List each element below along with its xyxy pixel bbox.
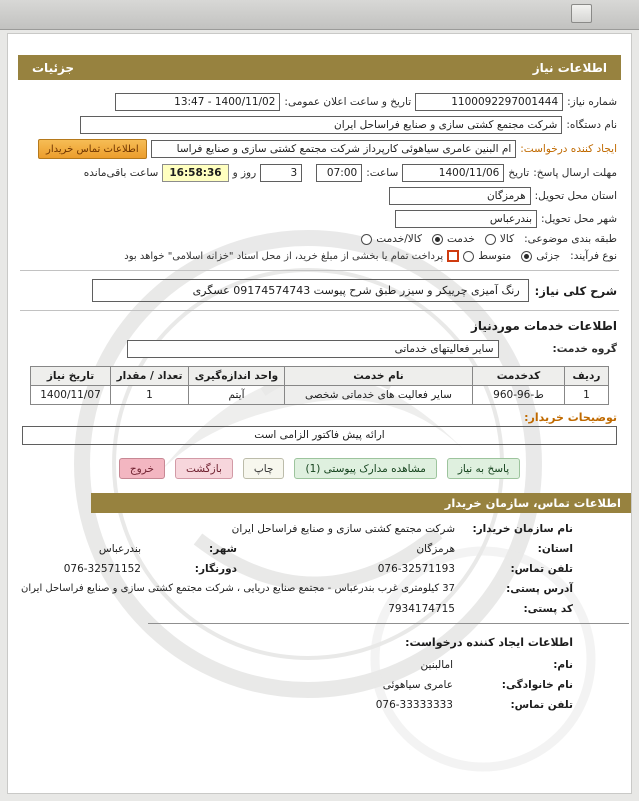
classification-radio-goods-service[interactable] bbox=[361, 234, 372, 245]
subject-classification-label: طبقه بندی موضوعی: bbox=[524, 233, 617, 245]
announce-datetime-label: تاریخ و ساعت اعلان عمومی: bbox=[284, 96, 412, 108]
request-creator-section-title: اطلاعات ایجاد کننده درخواست: bbox=[405, 636, 573, 649]
view-attachments-button[interactable]: مشاهده مدارک پیوستی (1) bbox=[294, 458, 436, 479]
buyer-note-label: توضیحات خریدار: bbox=[524, 411, 617, 424]
buyer-address-value: 37 کیلومتری غرب بندرعباس - مجتمع صنایع دریایی ، شرکت مجتمع کشتی سازی و صنایع فراساحل ایران bbox=[21, 583, 455, 594]
action-buttons-row bbox=[8, 458, 631, 479]
buyer-city-value: بندرعباس bbox=[98, 543, 141, 555]
deadline-time-field[interactable]: 07:00 bbox=[316, 164, 362, 182]
classification-option-goods-service-label: کالا/خدمت bbox=[376, 233, 422, 245]
remaining-time-label: ساعت باقی‌مانده bbox=[83, 167, 159, 179]
delivery-city-field[interactable]: بندرعباس bbox=[395, 210, 537, 228]
window-titlebar bbox=[0, 0, 639, 30]
buyer-province-label: استان: bbox=[537, 543, 573, 555]
need-description-field[interactable]: رنگ آمیزی چرییکر و سیزر طبق شرح پیوست 09174574743 عسگری bbox=[92, 279, 529, 302]
classification-option-goods[interactable] bbox=[485, 233, 514, 245]
organization-row bbox=[38, 116, 617, 134]
cell-service-name: سایر فعالیت های خدماتی شخصی bbox=[285, 386, 473, 405]
creator-phone-label: تلفن تماس: bbox=[510, 699, 573, 711]
cell-service-code: ط-96-960 bbox=[473, 386, 565, 405]
creator-last-name-label: نام خانوادگی: bbox=[501, 679, 573, 691]
need-description-row bbox=[8, 279, 631, 302]
section-divider bbox=[20, 310, 619, 311]
response-deadline-row bbox=[38, 164, 617, 182]
classification-option-service[interactable] bbox=[432, 233, 475, 245]
services-table-header-row bbox=[31, 367, 609, 386]
process-option-medium-label: متوسط bbox=[478, 250, 512, 262]
col-header-service-name: نام خدمت bbox=[285, 367, 473, 386]
page-content bbox=[8, 55, 631, 729]
section-divider bbox=[20, 270, 619, 271]
deadline-date-label: تاریخ bbox=[508, 167, 530, 179]
creator-phone-value: 076-33333333 bbox=[375, 699, 453, 711]
need-number-field[interactable]: 1100092297001444 bbox=[415, 93, 563, 111]
delivery-province-label: استان محل تحویل: bbox=[534, 190, 617, 202]
buyer-contact-info-button[interactable]: اطلاعات تماس خریدار bbox=[38, 139, 147, 159]
service-group-field[interactable]: سایر فعالیتهای خدماتی bbox=[127, 340, 499, 358]
process-radio-medium[interactable] bbox=[463, 251, 474, 262]
need-description-label: شرح کلی نیاز: bbox=[534, 283, 617, 298]
creator-first-name-label: نام: bbox=[553, 659, 573, 671]
buyer-fax-label: دورنگار: bbox=[194, 563, 237, 575]
request-creator-label: ایجاد کننده درخواست: bbox=[520, 143, 617, 155]
back-button[interactable]: بازگشت bbox=[175, 458, 233, 479]
need-details-panel bbox=[7, 33, 632, 794]
buyer-postal-label: کد پستی: bbox=[523, 603, 573, 615]
contact-divider bbox=[148, 623, 629, 624]
buyer-fax-value: 076-32571152 bbox=[63, 563, 141, 575]
service-group-label: گروه خدمت: bbox=[552, 343, 617, 355]
treasury-payment-note: پرداخت تمام یا بخشی از مبلغ خرید، از محل اسناد "خزانه اسلامی" خواهد بود bbox=[124, 250, 444, 262]
cell-need-date: 1400/11/07 bbox=[31, 386, 111, 405]
buyer-address-row bbox=[20, 583, 573, 595]
process-radio-petty[interactable] bbox=[521, 251, 532, 262]
buyer-phone-label: تلفن تماس: bbox=[510, 563, 573, 575]
services-table bbox=[30, 366, 609, 405]
treasury-payment-checkbox[interactable] bbox=[447, 250, 459, 262]
announce-datetime-field[interactable]: 1400/11/02 - 13:47 bbox=[115, 93, 280, 111]
delivery-province-field[interactable]: هرمزگان bbox=[389, 187, 531, 205]
process-option-petty[interactable] bbox=[521, 250, 560, 262]
subject-classification-row bbox=[38, 233, 617, 245]
buyer-phone-row bbox=[20, 563, 573, 575]
col-header-index: ردیف bbox=[565, 367, 609, 386]
delivery-city-label: شهر محل تحویل: bbox=[541, 213, 617, 225]
buyer-contact-section-header: اطلاعات تماس، سازمان خریدار bbox=[91, 493, 631, 513]
need-form bbox=[8, 93, 631, 262]
buyer-postal-row bbox=[20, 603, 573, 615]
classification-radio-service[interactable] bbox=[432, 234, 443, 245]
need-number-row bbox=[38, 93, 617, 111]
tab-bar bbox=[18, 55, 621, 80]
cell-unit: آیتم bbox=[189, 386, 285, 405]
buyer-location-row bbox=[20, 543, 573, 555]
print-button[interactable]: چاپ bbox=[243, 458, 285, 479]
buyer-org-value: شرکت مجتمع کشتی سازی و صنایع فراساحل ایران bbox=[231, 523, 455, 535]
service-table-row bbox=[31, 386, 609, 405]
organization-label: نام دستگاه: bbox=[566, 119, 617, 131]
organization-field[interactable]: شرکت مجتمع کشتی سازی و صنایع فراساحل ایران bbox=[80, 116, 562, 134]
cell-quantity: 1 bbox=[111, 386, 189, 405]
buyer-phone-value: 076-32571193 bbox=[377, 563, 455, 575]
process-type-label: نوع فرآیند: bbox=[570, 250, 617, 262]
creator-last-name-value: عامری سیاهوئی bbox=[382, 679, 453, 691]
buyer-province-value: هرمزگان bbox=[416, 543, 455, 555]
creator-last-name-row bbox=[20, 679, 573, 691]
remaining-time-badge: 16:58:36 bbox=[162, 164, 228, 182]
delivery-province-row bbox=[38, 187, 617, 205]
buyer-org-row bbox=[20, 523, 573, 535]
remaining-days-field[interactable]: 3 bbox=[260, 164, 302, 182]
process-option-petty-label: جزئی bbox=[536, 250, 561, 262]
col-header-service-code: کدخدمت bbox=[473, 367, 565, 386]
classification-option-goods-service[interactable] bbox=[361, 233, 422, 245]
delivery-city-row bbox=[38, 210, 617, 228]
process-type-row bbox=[38, 250, 617, 262]
creator-first-name-row bbox=[20, 659, 573, 671]
buyer-postal-value: 7934174715 bbox=[388, 603, 455, 615]
deadline-label: مهلت ارسال پاسخ: bbox=[533, 167, 617, 179]
classification-option-service-label: خدمت bbox=[446, 233, 475, 245]
cell-index: 1 bbox=[565, 386, 609, 405]
service-group-row bbox=[8, 340, 631, 358]
buyer-city-label: شهر: bbox=[209, 543, 237, 555]
exit-button[interactable]: خروج bbox=[119, 458, 165, 479]
request-creator-row bbox=[38, 139, 617, 159]
services-section-title: اطلاعات خدمات موردنیاز bbox=[470, 319, 617, 333]
creator-phone-row bbox=[20, 699, 573, 711]
buyer-org-label: نام سازمان خریدار: bbox=[472, 523, 573, 535]
creator-first-name-value: امالبنین bbox=[420, 659, 453, 671]
need-number-label: شماره نیاز: bbox=[567, 96, 617, 108]
deadline-date-field[interactable]: 1400/11/06 bbox=[402, 164, 504, 182]
request-creator-field[interactable]: ام البنین عامری سیاهوئی کارپرداز شرکت مجتمع کشتی سازی و صنایع فراسا bbox=[151, 140, 517, 158]
buyer-contact-section bbox=[8, 523, 631, 615]
col-header-quantity: تعداد / مقدار bbox=[111, 367, 189, 386]
titlebar-button[interactable] bbox=[571, 4, 592, 23]
buyer-note-field: ارائه پیش فاکتور الزامی است bbox=[22, 426, 617, 445]
tab-details[interactable]: جزئیات bbox=[32, 60, 75, 75]
deadline-time-label: ساعت: bbox=[366, 167, 399, 179]
classification-radio-goods[interactable] bbox=[485, 234, 496, 245]
classification-option-goods-label: کالا bbox=[499, 233, 515, 245]
col-header-unit: واحد اندازه‌گیری bbox=[189, 367, 285, 386]
process-option-medium[interactable] bbox=[463, 250, 511, 262]
respond-to-need-button[interactable]: پاسخ به نیاز bbox=[447, 458, 520, 479]
col-header-need-date: تاریخ نیاز bbox=[31, 367, 111, 386]
request-creator-section bbox=[8, 636, 631, 729]
tab-need-info[interactable]: اطلاعات نیاز bbox=[532, 60, 607, 75]
remaining-days-label: روز و bbox=[232, 167, 257, 179]
buyer-address-label: آدرس پستی: bbox=[506, 583, 573, 595]
